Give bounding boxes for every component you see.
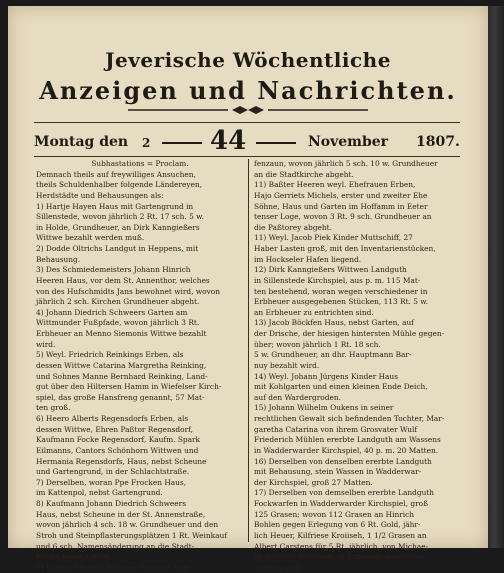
- text-line: Albert Carstens für 5 Rt. jährlich, von Michae-: [254, 541, 429, 551]
- column-divider: [248, 159, 249, 542]
- text-line: fenzaun, wovon jährlich 5 sch. 10 w. Grundheuer: [254, 159, 438, 168]
- text-line: 15) Johann Wilhelm Oukens in seiner: [254, 403, 394, 413]
- text-line: Sillenstede, wovon jährlich 2 Rt. 17 sch. 5 w.: [36, 212, 204, 222]
- text-line: und Sohnes Manne Bernhard Reinking, Land-: [36, 371, 208, 381]
- dateline-day: Montag den: [34, 134, 129, 150]
- text-line: Herdstädte und Behausungen als:: [36, 190, 164, 200]
- text-line: Friederich Mühlen ererbte Landguth am Wassens: [254, 435, 441, 445]
- text-line: 8) Kaufmann Johann Diedrich Schweers: [36, 499, 186, 508]
- text-line: 5 w. Grundheuer, an dhr. Hauptmann Bar-: [254, 350, 412, 360]
- text-line: Wittwe bezahlt werden muß.: [36, 233, 145, 243]
- dateline-day-number: 2: [142, 136, 151, 150]
- text-line: worden sind.: [254, 562, 303, 572]
- top-rule: [34, 122, 460, 123]
- text-line: Fockwarfen in Wadderwarder Kirchspiel, groß: [254, 499, 429, 508]
- text-line: über; wovon jährlich 1 Rt. 18 sch.: [254, 339, 381, 349]
- text-line: 4) Johann Diedrich Schweers Garten am: [36, 307, 188, 317]
- text-line: die Paßtorey abgeht.: [254, 222, 332, 232]
- text-line: Söhne, Haus und Garten im Hoffamm in Eeter: [254, 201, 428, 211]
- text-line: auf den Wardergroden.: [254, 392, 341, 402]
- text-line: Kaufmann Focke Regensdorf, Kaufm. Spark: [36, 435, 201, 445]
- text-line: ten groß.: [36, 403, 71, 413]
- text-line: theils Schuldenhalber folgende Ländereyen,: [36, 180, 203, 190]
- text-line: Erbheuer ausgegebenen Stücken, 113 Rt. 5 w.: [254, 297, 429, 307]
- text-line: ten bestehend, woran wegen verschiedener in: [254, 286, 428, 296]
- text-line: Stroh und Steinpflasterungsplätzen 1 Rt. Weinkauf: [36, 530, 228, 540]
- text-line: 14) Weyl. Johann Jürgens Kinder Haus: [254, 371, 398, 381]
- text-line: 1) Hartje Hayen Haus mit Gartengrund in: [36, 201, 194, 211]
- newspaper-page: [8, 6, 488, 572]
- text-line: von des Hufschmidts Jans bewohnet wird, wovon: [36, 286, 221, 296]
- text-line: lis künftige Erbheuer, in Erbheuer ausgethan: [254, 552, 424, 562]
- dateline-year: 1807.: [416, 134, 460, 150]
- text-line: Demnach theils auf freywilliges Ansuchen,: [36, 169, 196, 179]
- right-column: [254, 159, 460, 572]
- text-line: jährlich 2 sch. Kirchen Grundheuer abgeht.: [36, 297, 200, 307]
- text-line: Erbheuer an Menno Siemonis Wittwe bezahlt: [36, 329, 207, 338]
- text-line: Wittmunder Fußpfade, wovon jährlich 3 Rt.: [36, 318, 200, 328]
- text-line: rechtlichen Gewalt sich befindenden Tochter, Mar-: [254, 414, 445, 423]
- text-line: 6) Heero Alberts Regensdorfs Erben, als: [36, 414, 189, 423]
- text-line: tenser Loge, wovon 3 Rt. 9 sch. Grundheuer an: [254, 212, 432, 222]
- text-line: wovon jährlich 4 sch. 18 w. Grundheuer und den: [36, 520, 219, 530]
- ornament-divider: [128, 106, 368, 114]
- text-line: 17) Derselben von demselben ererbte Landguth: [254, 488, 435, 498]
- text-line: Bohlen gegen Erlegung von 6 Rt. Gold, jähr-: [254, 520, 421, 530]
- masthead-title-line2: Anzeigen und Nachrichten.: [39, 76, 457, 105]
- text-line: im Kattenpol, nebst Gartengrund.: [36, 488, 163, 498]
- text-line: in Sillenstede Kirchspiel, aus p. m. 115 Mat-: [254, 275, 421, 285]
- text-line: mit Kohlgarten und einen kleinen Ende Deich,: [254, 382, 428, 392]
- text-line: Subhastations = Proclam.: [91, 159, 189, 168]
- text-line: im Hockseler Hafen liegend.: [254, 254, 362, 264]
- text-line: garetha Catarina von ihrem Grosvater Wulf: [254, 424, 418, 434]
- text-line: der Kirchspiel, groß 27 Matten.: [254, 477, 373, 487]
- text-line: mit Behausung, stein Wassen in Wadderwar-: [254, 467, 422, 477]
- text-line: 3) Des Schmiedemeisters Johann Hinrich: [36, 265, 191, 275]
- text-line: dessen Wittwe Catarina Margretha Reinking,: [36, 360, 207, 370]
- issue-number: 44: [210, 126, 247, 156]
- text-line: in Holde, Grundheuer, an Dirk Kanngießers: [36, 222, 200, 232]
- text-line: 11) Baßter Heeren weyl. Ehefrauen Erben,: [254, 180, 416, 190]
- text-line: in Wadderwarder Kirchspiel, 40 p. m. 20 Matten.: [254, 445, 439, 455]
- text-line: 5) Weyl. Friedrich Reinkings Erben, als: [36, 350, 184, 360]
- text-line: Eilmanns, Cantors Schönhorn Wittwen und: [36, 445, 199, 455]
- text-line: spiel, das große Hansfreng genannt, 57 Mat-: [36, 392, 205, 402]
- text-line: an die Stadtkirche abgeht.: [254, 169, 354, 179]
- dateline-rule: [34, 156, 460, 157]
- dateline-dash-left: [162, 142, 202, 144]
- left-column: [36, 159, 244, 572]
- text-line: 11) Weyl. Jacob Piek Kinder Muttschiff, 27: [254, 233, 413, 243]
- text-line: Haber Lasten groß, mit den Inventarienstücken,: [254, 244, 436, 253]
- masthead-title-line1: Jeverische Wöchentliche: [105, 48, 391, 72]
- text-line: 7) Derselben, woran Ppe Frocken Haus,: [36, 477, 187, 487]
- text-line: an Erbheuer zu entrichten sind.: [254, 307, 374, 317]
- text-line: Heeren Haus, vor dem St. Annenthor, welches: [36, 275, 210, 285]
- text-line: 12) Dirk Kanngießers Wittwen Landguth: [254, 265, 407, 275]
- text-line: Hajo Gerriets Michels, erster und zweiter Ehe: [254, 190, 428, 200]
- text-line: Hermania Regensdorfs, Haus, nebst Scheune: [36, 456, 207, 466]
- text-line: gut über den Hiltersen Hamm in Wiefelser Kirch-: [36, 382, 222, 392]
- text-line: lich Heuer, Kilfriese Kroiiseh, 1 1/2 Grasen an: [254, 530, 427, 540]
- text-line: 125 Grasen; wovon 112 Grasen an Hinrich: [254, 509, 415, 519]
- text-line: 13) Jacob Böckfen Haus, nebst Garten, auf: [254, 318, 415, 328]
- text-line: 9) Lorenz Mickels Wittwen Haus im Hop-: [36, 562, 191, 572]
- text-line: und 6 sch. Namensänderung an die Stadt-: [36, 541, 195, 551]
- text-line: 16) Derselben von denselben ererbte Landguth: [254, 456, 432, 466]
- text-line: Haus, nebst Scheune in der St. Annenstraße,: [36, 509, 206, 519]
- text-line: wird.: [36, 339, 56, 349]
- dateline-month: November: [308, 134, 389, 150]
- text-line: und Gartengrund, in der Schlachtstraße.: [36, 467, 190, 477]
- text-line: dessen Wittwe, Ehren Paßtor Regensdorf,: [36, 424, 193, 434]
- text-line: kirche bezahlt wird.: [36, 552, 112, 562]
- dateline-dash-right: [256, 142, 296, 144]
- text-line: der Drische, der hiesigen hintersten Mühle gegen-: [254, 329, 445, 338]
- dateline: [34, 126, 460, 154]
- text-line: 2) Dodde Oltrichs Landgut in Heppens, mit: [36, 244, 199, 253]
- text-line: Behausung.: [36, 254, 81, 264]
- book-edge: [488, 6, 504, 548]
- text-line: nuy bezahlt wird.: [254, 360, 320, 370]
